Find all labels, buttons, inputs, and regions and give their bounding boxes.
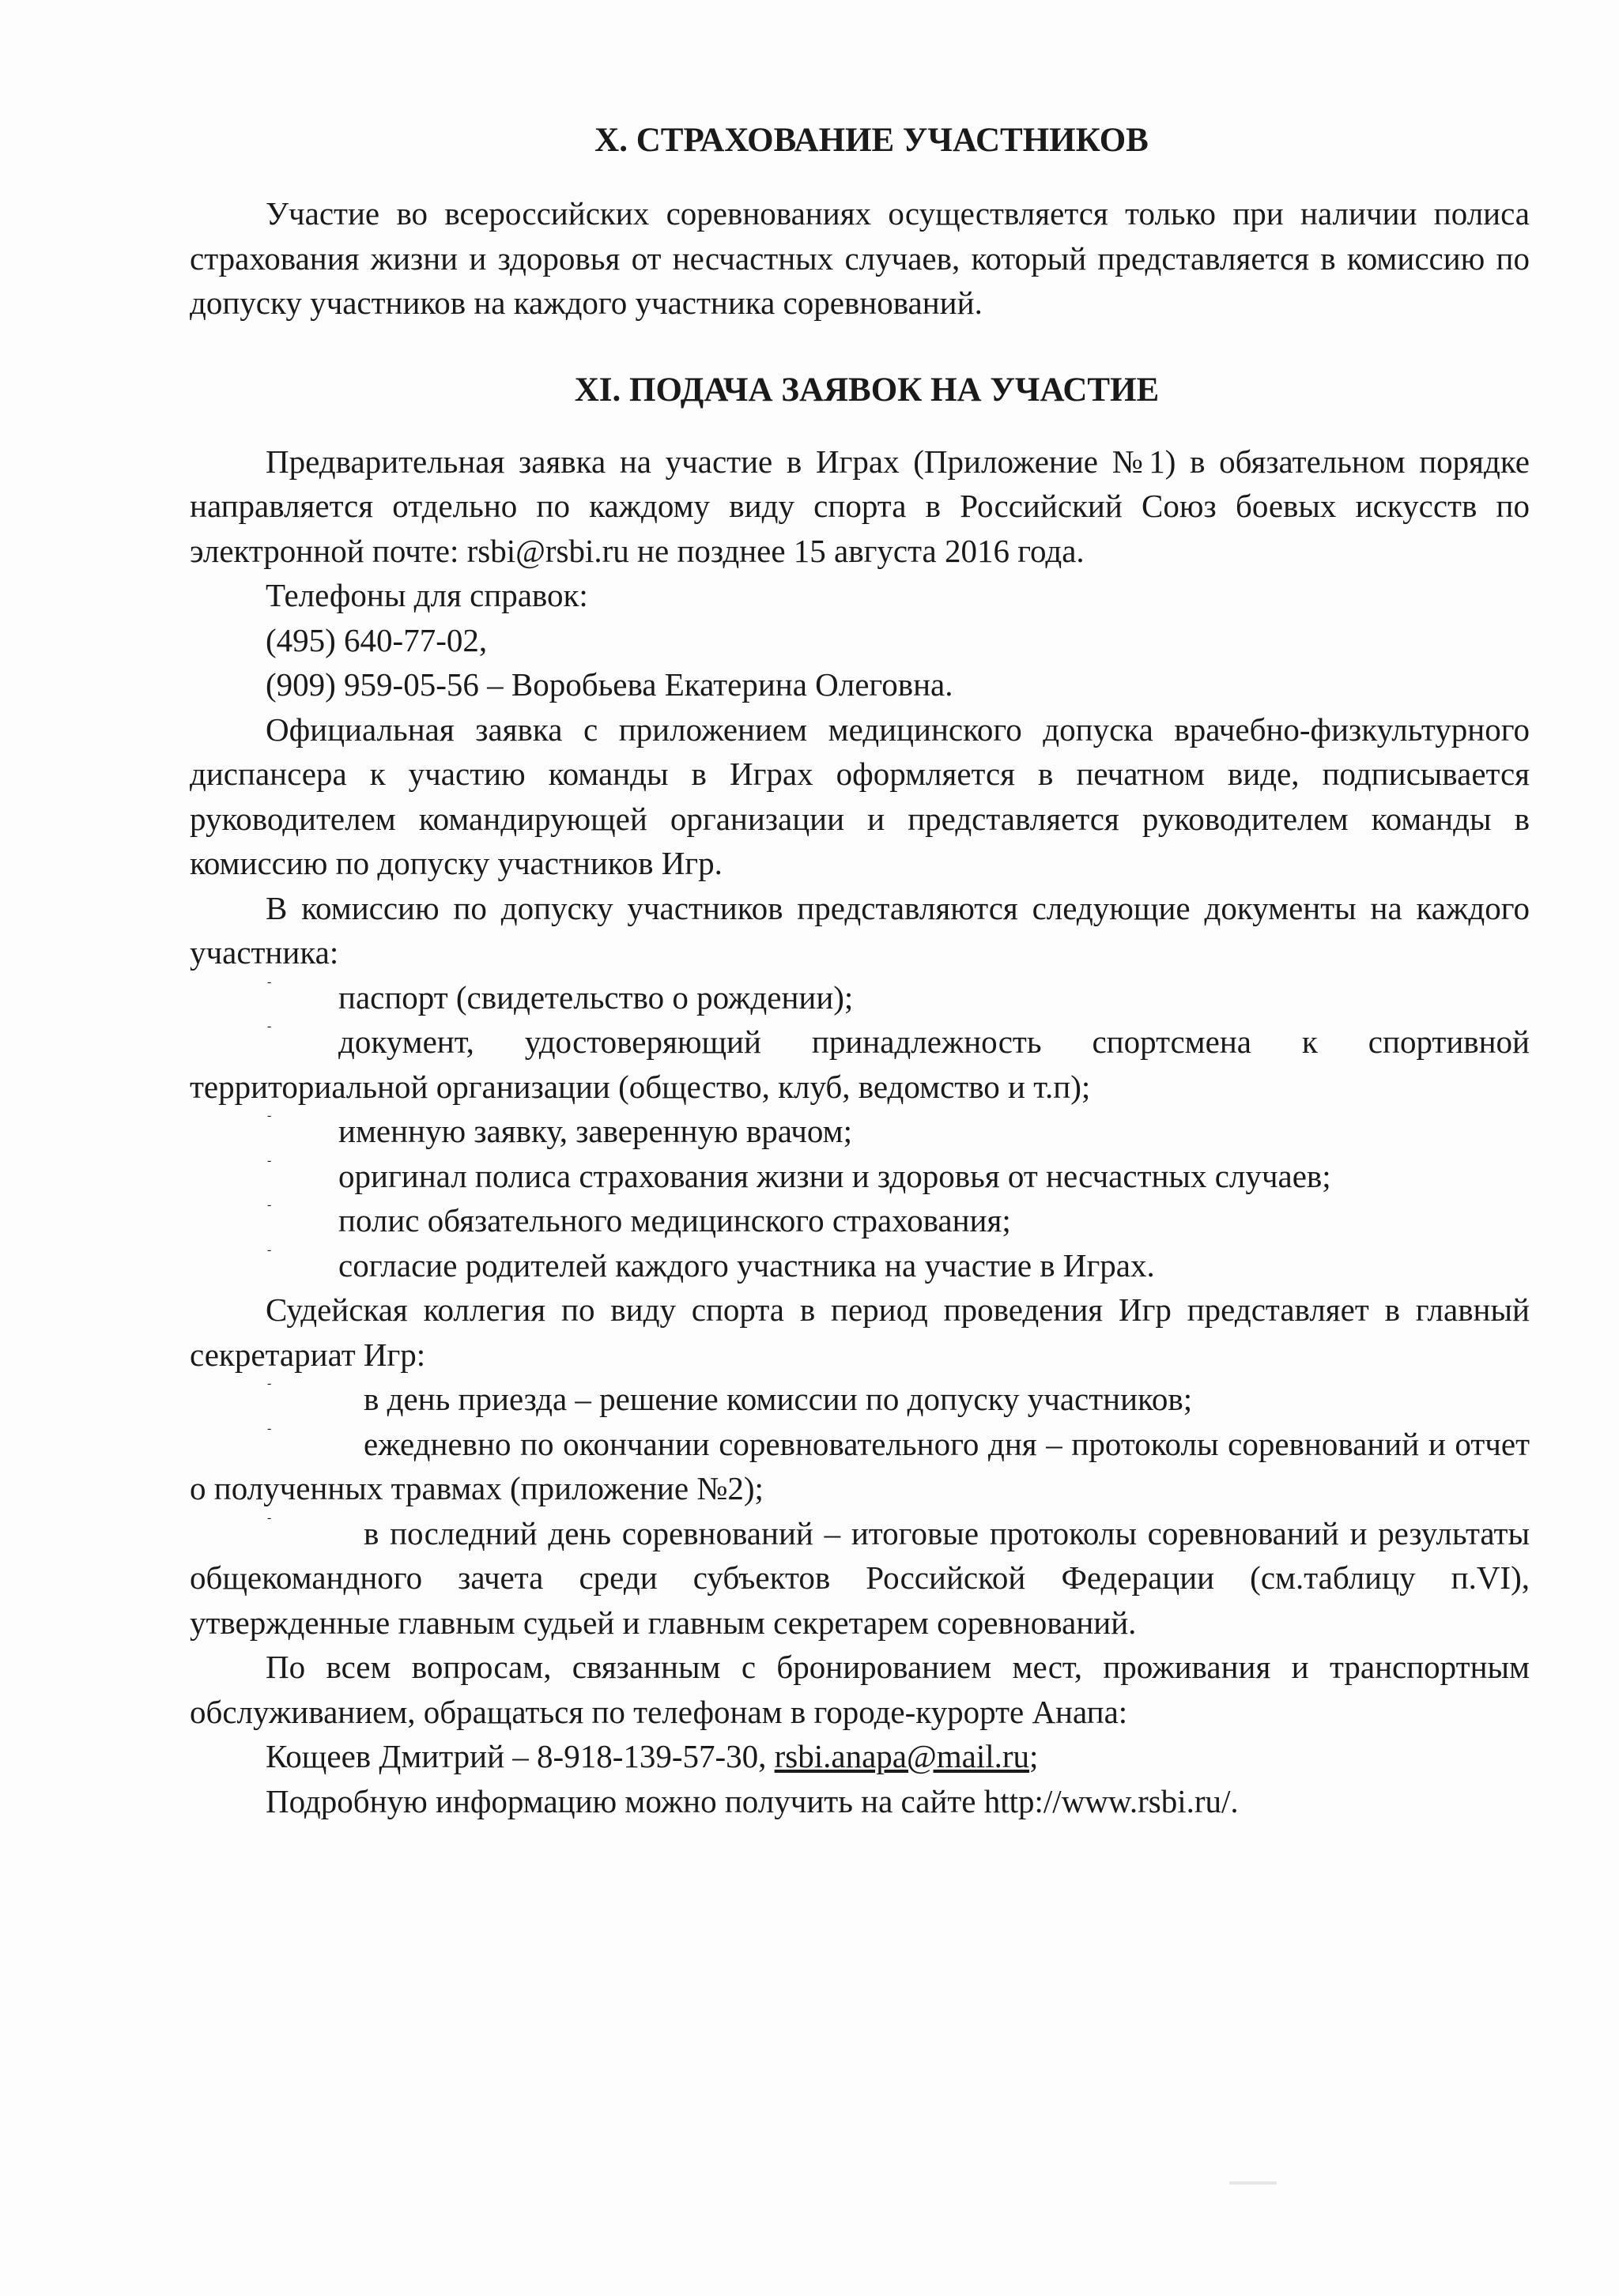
- document-list-item: [190, 1109, 1530, 1154]
- document-list-item: [190, 975, 1530, 1020]
- list-dash: -: [267, 1510, 272, 1525]
- list-dash: -: [267, 1198, 272, 1212]
- judges-paragraph: Судейская коллегия по виду спорта в период проведения Игр представляет в главный секретариат Игр:: [190, 1291, 1530, 1373]
- list-item-text: именную заявку, заверенную врачом;: [338, 1113, 852, 1149]
- list-dash: -: [267, 1377, 272, 1390]
- contact-email-link[interactable]: rsbi.anapa@mail.ru: [774, 1738, 1030, 1774]
- scan-artifact: [1229, 2181, 1277, 2185]
- website-line: Подробную информацию можно получить на сайте http://www.rsbi.ru/.: [266, 1782, 1239, 1819]
- documents-intro-paragraph: В комиссию по допуску участников представляются следующие документы на каждого участника:: [190, 889, 1530, 971]
- document-list-item: [190, 1198, 1530, 1243]
- phone-line-2: (909) 959-05-56 – Воробьева Екатерина Олеговна.: [266, 666, 953, 703]
- judge-list-item: [190, 1511, 1530, 1646]
- judge-list-item: [190, 1377, 1530, 1422]
- list-item-text: полис обязательного медицинского страхования;: [338, 1202, 1011, 1238]
- list-dash: -: [267, 1109, 272, 1122]
- document-list-item: [190, 1020, 1530, 1109]
- list-item-text: документ, удостоверяющий принадлежность спортсмена к спортивной территориальной организации (общество, клуб, ведомство и т.п);: [190, 1024, 1530, 1105]
- document-list-item: [190, 1154, 1530, 1199]
- phone-line-1: (495) 640-77-02,: [266, 621, 488, 658]
- judge-list-item: [190, 1422, 1530, 1511]
- list-item-text: оригинал полиса страхования жизни и здоровья от несчастных случаев;: [338, 1157, 1331, 1194]
- document-body: [190, 119, 1530, 1823]
- contact-line: [190, 1734, 1530, 1779]
- official-application-paragraph: Официальная заявка с приложением медицинского допуска врачебно-физкультурного диспансера к участию команды в Играх оформляется в печатном виде, подписывается руководителем командирующей организации и представляется руководителем команды в комиссию по допуску участников Игр.: [190, 711, 1530, 881]
- list-item-text: ежедневно по окончании соревновательного дня – протоколы соревнований и отчет о полученных травмах (приложение №2);: [190, 1425, 1530, 1506]
- list-dash: -: [267, 1242, 272, 1257]
- document-list-item: [190, 1243, 1530, 1288]
- application-paragraph: Предварительная заявка на участие в Играх (Приложение №1) в обязательном порядке направляется отдельно по каждому виду спорта в Российский Союз боевых искусств по электронной почте: rsbi@rsbi.ru не позднее 15 августа 2016 года.: [190, 443, 1530, 569]
- list-dash: -: [267, 975, 272, 989]
- booking-paragraph: По всем вопросам, связанным с бронированием мест, проживания и транспортным обслуживанием, обращаться по телефонам в городе-курорте Анапа:: [190, 1649, 1530, 1730]
- list-dash: -: [267, 1153, 272, 1167]
- contact-suffix: ;: [1029, 1738, 1039, 1774]
- list-dash: -: [267, 1421, 272, 1435]
- section-10-title: X. СТРАХОВАНИЕ УЧАСТНИКОВ: [594, 122, 1149, 159]
- list-item-text: согласие родителей каждого участника на участие в Играх.: [338, 1246, 1155, 1284]
- list-item-text: в последний день соревнований – итоговые протоколы соревнований и результаты общекомандного зачета среди субъектов Российской Федерации (см.таблицу п.VI), утвержденные главным судьей и главным секретарем соревнований.: [190, 1514, 1530, 1641]
- section-11-title: XI. ПОДАЧА ЗАЯВОК НА УЧАСТИЕ: [574, 371, 1160, 409]
- section-10-paragraph: Участие во всероссийских соревнованиях осуществляется только при наличии полиса страхования жизни и здоровья от несчастных случаев, который представляется в комиссию по допуску участников на каждого участника соревнований.: [190, 195, 1530, 321]
- phones-label: Телефоны для справок:: [266, 577, 588, 613]
- list-item-text: в день приезда – решение комиссии по допуску участников;: [364, 1381, 1193, 1417]
- contact-name-phone: Кощеев Дмитрий – 8-918-139-57-30,: [266, 1738, 775, 1774]
- list-dash: -: [267, 1020, 272, 1033]
- list-item-text: паспорт (свидетельство о рождении);: [338, 978, 854, 1016]
